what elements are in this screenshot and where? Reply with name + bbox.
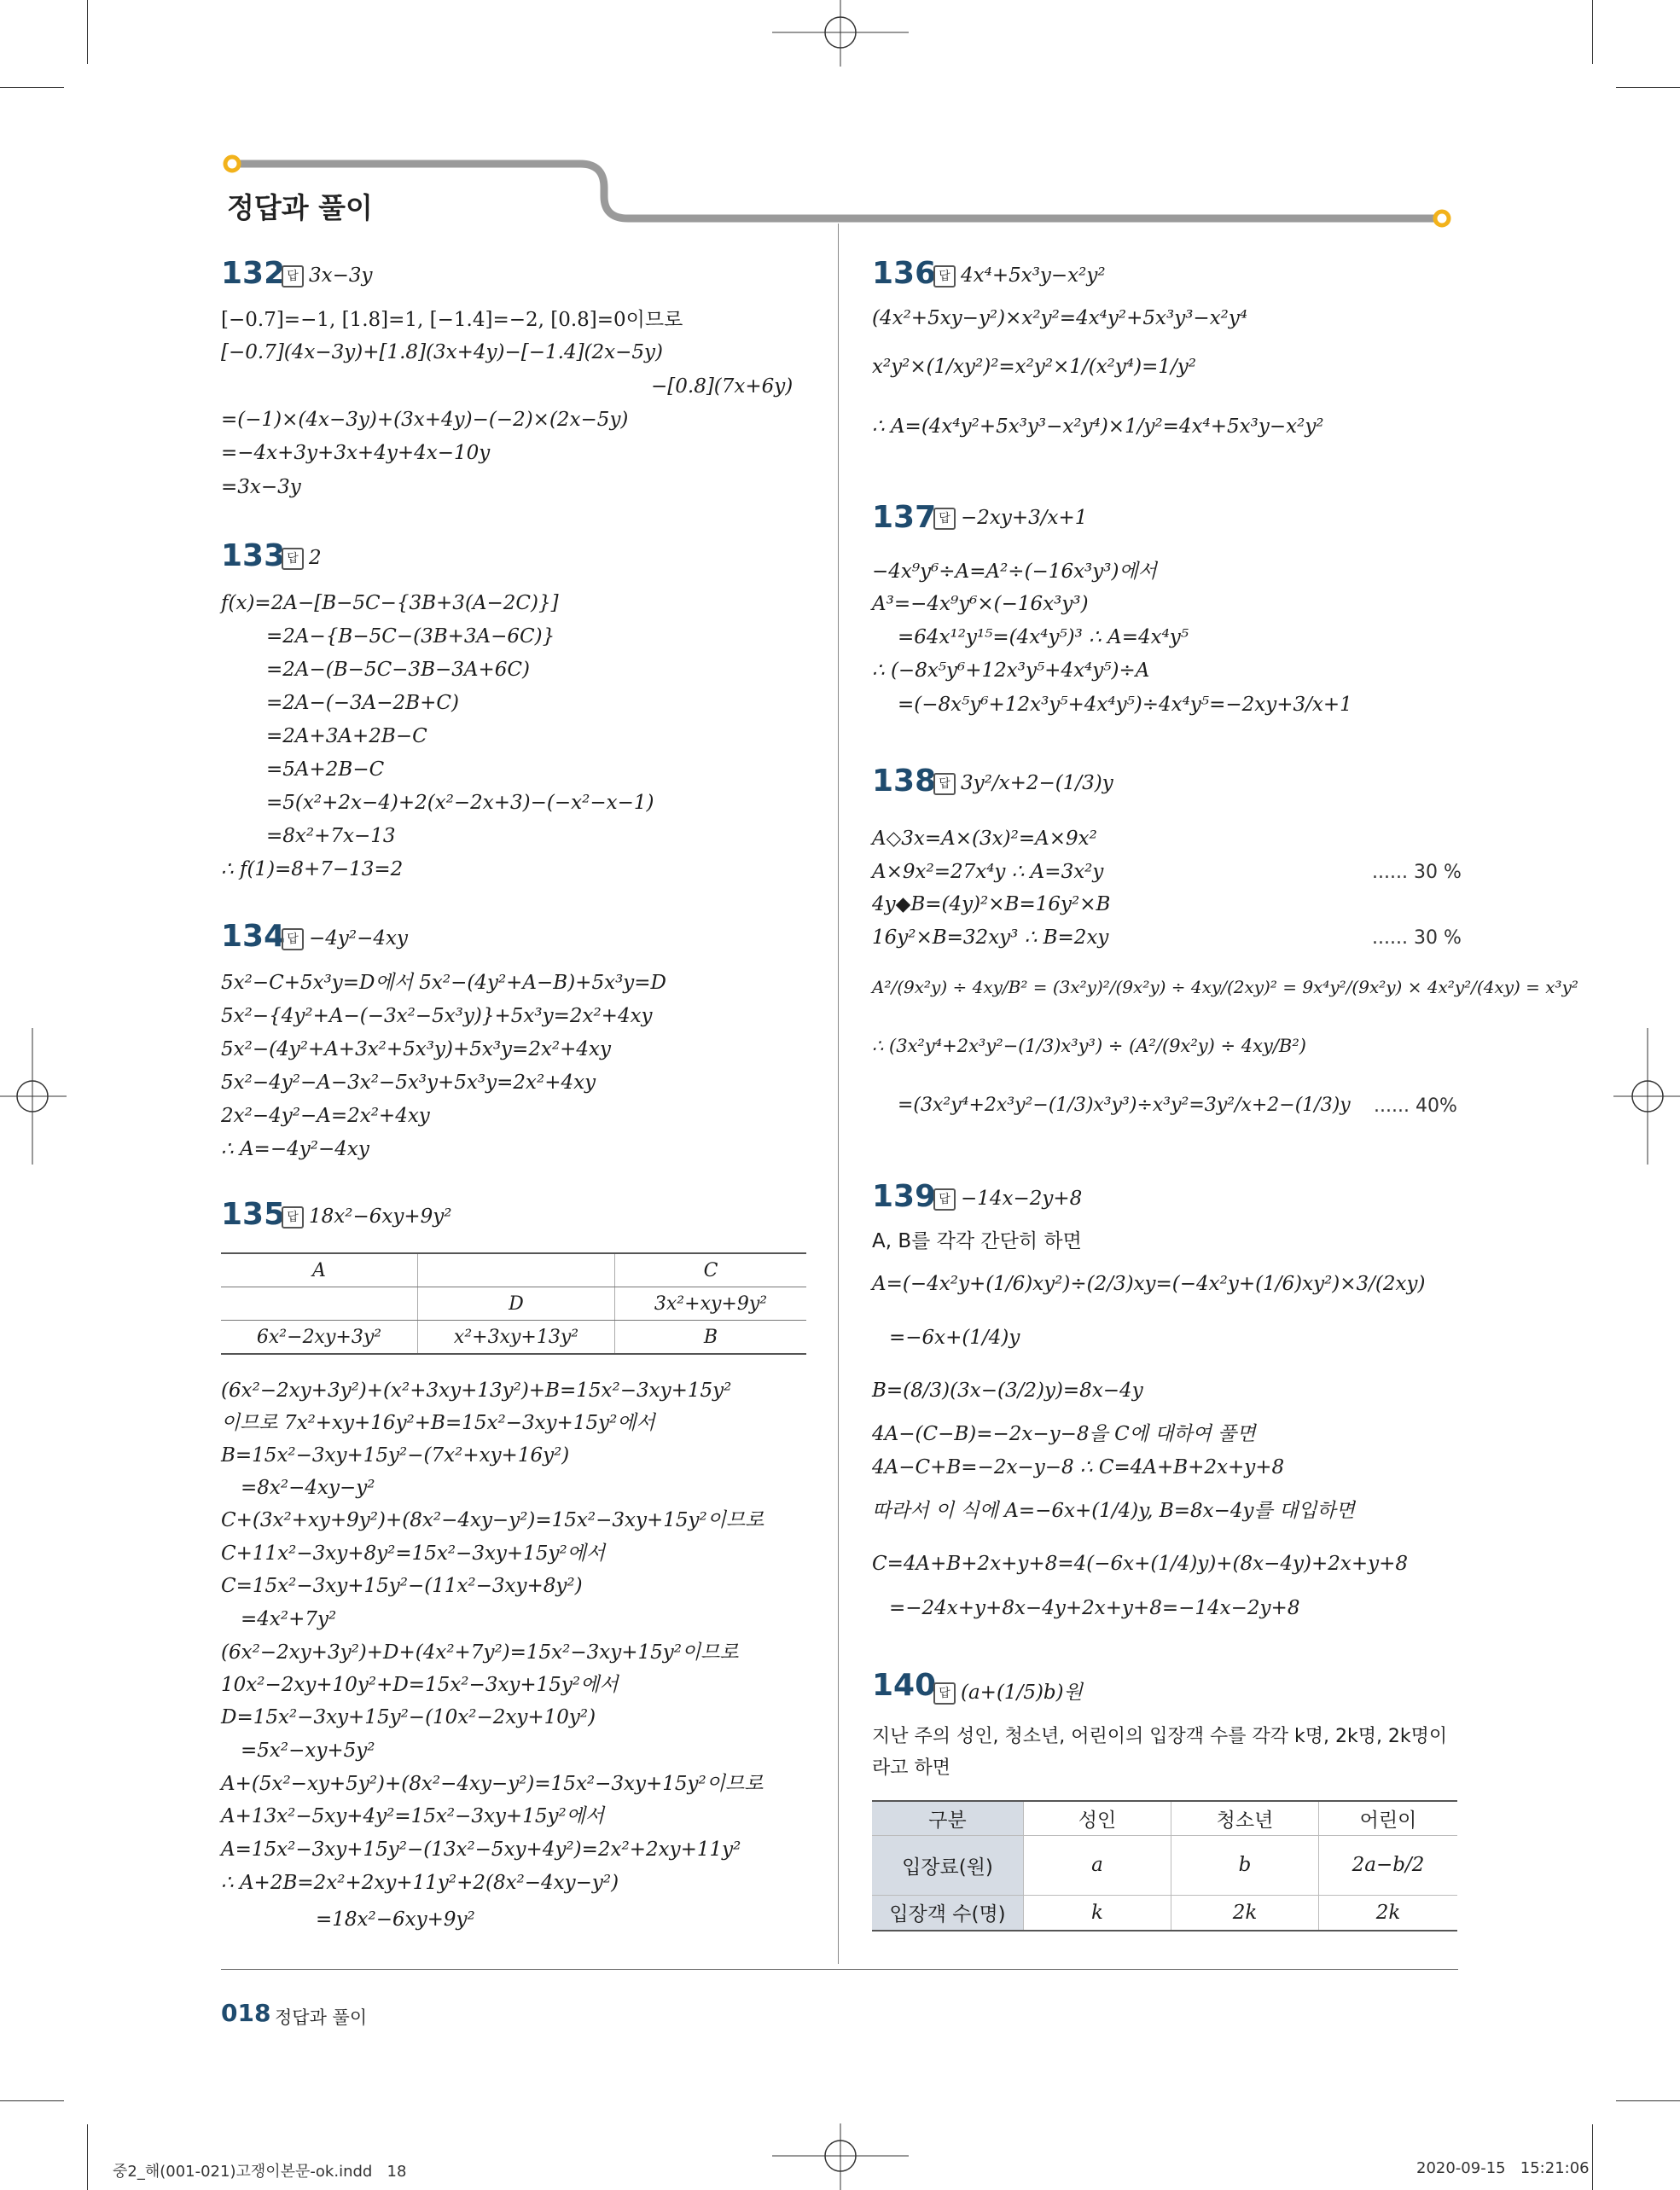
solution-line: 라고 하면 — [872, 1757, 951, 1779]
table-cell — [221, 1287, 418, 1321]
table-cell: b — [1171, 1835, 1319, 1895]
solution-line: ∴ A=(4x⁴y²+5x³y³−x²y⁴)×1/y²=4x⁴+5x³y−x²y² — [872, 415, 1324, 438]
solution-line: =−24x+y+8x−4y+2x+y+8=−14x−2y+8 — [889, 1597, 1300, 1619]
solution-line: =5A+2B−C — [266, 758, 385, 781]
solution-line: =2A−{B−5C−(3B+3A−6C)} — [266, 625, 555, 648]
answer-icon: 답 — [282, 548, 304, 570]
table-cell: 2a−b/2 — [1319, 1835, 1458, 1895]
answer-132: 답 3x−3y — [282, 264, 373, 288]
table-cell: D — [418, 1287, 615, 1321]
solution-line: =18x²−6xy+9y² — [316, 1908, 475, 1931]
solution-line: ∴ A+2B=2x²+2xy+11y²+2(8x²−4xy−y²) — [221, 1872, 619, 1894]
table-cell: 2k — [1319, 1895, 1458, 1931]
solution-line: =2A−(−3A−2B+C) — [266, 692, 459, 714]
table-cell: 3x²+xy+9y² — [615, 1287, 807, 1321]
solution-line: A, B를 각각 간단히 하면 — [872, 1230, 1082, 1252]
table-cell: 2k — [1171, 1895, 1319, 1931]
solution-line: 4A−C+B=−2x−y−8 ∴ C=4A+B+2x+y+8 — [872, 1456, 1285, 1478]
answer-icon: 답 — [933, 773, 956, 795]
solution-line: =8x²−4xy−y² — [241, 1477, 375, 1499]
solution-line: 16y²×B=32xy³ ∴ B=2xy — [872, 927, 1109, 949]
answer-139: 답 −14x−2y+8 — [933, 1188, 1082, 1211]
solution-line: =5(x²+2x−4)+2(x²−2x+3)−(−x²−x−1) — [266, 792, 654, 814]
slug-date: 2020-09-15 15:21:06 — [1416, 2159, 1590, 2177]
registration-mark-right — [1612, 1028, 1680, 1165]
page-label: 정답과 풀이 — [275, 2007, 368, 2028]
problem-number-139: 139 — [872, 1179, 937, 1214]
solution-line: C+(3x²+xy+9y²)+(8x²−4xy−y²)=15x²−3xy+15y²이므로 — [221, 1509, 764, 1531]
solution-line: 5x²−4y²−A−3x²−5x³y+5x³y=2x²+4xy — [221, 1072, 596, 1094]
solution-line: 4A−(C−B)=−2x−y−8을 C에 대하여 풀면 — [872, 1423, 1256, 1445]
solution-line: 5x²−{4y²+A−(−3x²−5x³y)}+5x³y=2x²+4xy — [221, 1005, 653, 1027]
solution-line: =−6x+(1/4)y — [889, 1327, 1020, 1349]
solution-line: ∴ (3x²y⁴+2x³y²−(1/3)x³y³) ÷ (A²/(9x²y) ÷ 4xy/B²) — [872, 1036, 1306, 1056]
solution-line: A+(5x²−xy+5y²)+(8x²−4xy−y²)=15x²−3xy+15y²이므로 — [221, 1773, 764, 1795]
score-percent: ...... 30 % — [1372, 927, 1462, 949]
answer-icon: 답 — [282, 928, 304, 950]
solution-line: ∴ A=−4y²−4xy — [221, 1138, 369, 1160]
page-title: 정답과 풀이 — [227, 191, 373, 224]
solution-line: B=15x²−3xy+15y²−(7x²+xy+16y²) — [221, 1444, 570, 1467]
solution-line: 10x²−2xy+10y²+D=15x²−3xy+15y²에서 — [221, 1674, 619, 1696]
answer-138: 답 3y²/x+2−(1/3)y — [933, 772, 1113, 795]
solution-line: ∴ f(1)=8+7−13=2 — [221, 858, 404, 880]
answer-133: 답 2 — [282, 547, 322, 570]
solution-line: −[0.8](7x+6y) — [651, 375, 793, 398]
registration-mark-left — [0, 1028, 68, 1165]
table-cell — [418, 1253, 615, 1287]
solution-line: =−4x+3y+3x+4y+4x−10y — [221, 442, 491, 464]
solution-line: =2A+3A+2B−C — [266, 725, 427, 747]
table-header: 구분 — [872, 1801, 1024, 1835]
solution-line: A=15x²−3xy+15y²−(13x²−5xy+4y²)=2x²+2xy+11y² — [221, 1839, 741, 1861]
admission-table-140 — [872, 1800, 1457, 1931]
problem-number-134: 134 — [221, 919, 286, 954]
table-cell: 입장료(원) — [872, 1835, 1024, 1895]
solution-line: 지난 주의 성인, 청소년, 어린이의 입장객 수를 각각 k명, 2k명, 2k명이 — [872, 1726, 1448, 1747]
table-cell: k — [1024, 1895, 1171, 1931]
solution-line: C=15x²−3xy+15y²−(11x²−3xy+8y²) — [221, 1575, 583, 1597]
table-header: 어린이 — [1319, 1801, 1458, 1835]
table-cell: A — [221, 1253, 418, 1287]
table-cell: 입장객 수(명) — [872, 1895, 1024, 1931]
solution-line: A◇3x=A×(3x)²=A×9x² — [872, 828, 1097, 850]
answer-icon: 답 — [282, 265, 304, 288]
table-cell: a — [1024, 1835, 1171, 1895]
solution-line: f(x)=2A−[B−5C−{3B+3(A−2C)}] — [221, 592, 559, 614]
answer-135: 답 18x²−6xy+9y² — [282, 1205, 451, 1229]
table-cell: x²+3xy+13y² — [418, 1321, 615, 1355]
solution-line: =(−1)×(4x−3y)+(3x+4y)−(−2)×(2x−5y) — [221, 409, 629, 431]
solution-line: =3x−3y — [221, 476, 301, 498]
problem-number-133: 133 — [221, 538, 286, 573]
solution-line: A³=−4x⁹y⁶×(−16x³y³) — [872, 593, 1089, 615]
solution-line: x²y²×(1/xy²)²=x²y²×1/(x²y⁴)=1/y² — [872, 356, 1196, 378]
problem-number-135: 135 — [221, 1197, 286, 1232]
solution-line: D=15x²−3xy+15y²−(10x²−2xy+10y²) — [221, 1706, 596, 1728]
problem-number-137: 137 — [872, 500, 937, 535]
problem-number-138: 138 — [872, 764, 937, 799]
answer-140: 답 (a+(1/5)b)원 — [933, 1676, 1083, 1705]
solution-line: C+11x²−3xy+8y²=15x²−3xy+15y²에서 — [221, 1542, 606, 1565]
solution-line: =(3x²y⁴+2x³y²−(1/3)x³y³)÷x³y²=3y²/x+2−(1/3)y — [898, 1095, 1351, 1116]
answer-icon: 답 — [933, 508, 956, 530]
problem-number-140: 140 — [872, 1668, 937, 1703]
solution-line: 이므로 7x²+xy+16y²+B=15x²−3xy+15y²에서 — [221, 1412, 655, 1434]
header-tab-frame — [213, 147, 1459, 232]
solution-line: 4y◆B=(4y)²×B=16y²×B — [872, 893, 1111, 915]
solution-line: (6x²−2xy+3y²)+(x²+3xy+13y²)+B=15x²−3xy+15y² — [221, 1380, 732, 1402]
problem-number-136: 136 — [872, 256, 937, 291]
slug-file: 중2_해(001-021)고쟁이본문-ok.indd 18 — [113, 2163, 407, 2181]
solution-line: =5x²−xy+5y² — [241, 1740, 375, 1762]
solution-line: =(−8x⁵y⁶+12x³y⁵+4x⁴y⁵)÷4x⁴y⁵=−2xy+3/x+1 — [898, 694, 1352, 716]
solution-line: A×9x²=27x⁴y ∴ A=3x²y — [872, 861, 1104, 883]
solution-line: A=(−4x²y+(1/6)xy²)÷(2/3)xy=(−4x²y+(1/6)xy²)×3/(2xy) — [872, 1273, 1426, 1295]
solution-line: −4x⁹y⁶÷A=A²÷(−16x³y³)에서 — [872, 561, 1157, 583]
solution-line: ∴ (−8x⁵y⁶+12x³y⁵+4x⁴y⁵)÷A — [872, 659, 1150, 682]
solution-line: 2x²−4y²−A=2x²+4xy — [221, 1105, 430, 1127]
answer-icon: 답 — [933, 265, 956, 288]
answer-icon: 답 — [282, 1206, 304, 1229]
table-cell: 6x²−2xy+3y² — [221, 1321, 418, 1355]
solution-line: A²/(9x²y) ÷ 4xy/B² = (3x²y)²/(9x²y) ÷ 4xy/(2xy)² = 9x⁴y²/(9x²y) × 4x²y²/(4xy) = x³y² — [872, 977, 1578, 997]
solution-line: =64x¹²y¹⁵=(4x⁴y⁵)³ ∴ A=4x⁴y⁵ — [898, 626, 1189, 648]
answer-134: 답 −4y²−4xy — [282, 927, 408, 950]
answer-icon: 답 — [933, 1188, 956, 1211]
registration-mark-bottom — [772, 2122, 909, 2190]
solution-line: (4x²+5xy−y²)×x²y²=4x⁴y²+5x³y³−x²y⁴ — [872, 307, 1248, 329]
solution-line: [−0.7]=−1, [1.8]=1, [−1.4]=−2, [0.8]=0이므로 — [221, 309, 683, 331]
solution-line: [−0.7](4x−3y)+[1.8](3x+4y)−[−1.4](2x−5y) — [221, 341, 664, 363]
solution-line: 5x²−(4y²+A+3x²+5x³y)+5x³y=2x²+4xy — [221, 1038, 612, 1060]
footer-rule — [221, 1969, 1458, 1970]
solution-line: 따라서 이 식에 A=−6x+(1/4)y, B=8x−4y를 대입하면 — [872, 1500, 1355, 1522]
solution-line: (6x²−2xy+3y²)+D+(4x²+7y²)=15x²−3xy+15y²이므로 — [221, 1641, 739, 1664]
answer-icon: 답 — [933, 1682, 956, 1705]
table-header: 청소년 — [1171, 1801, 1319, 1835]
solution-line: C=4A+B+2x+y+8=4(−6x+(1/4)y)+(8x−4y)+2x+y+8 — [872, 1553, 1409, 1575]
column-divider — [838, 224, 839, 1964]
answer-136: 답 4x⁴+5x³y−x²y² — [933, 264, 1106, 288]
page-number: 018 — [221, 1999, 271, 2027]
solution-line: =4x²+7y² — [241, 1608, 337, 1630]
solution-line: =8x²+7x−13 — [266, 825, 396, 847]
solution-line: A+13x²−5xy+4y²=15x²−3xy+15y²에서 — [221, 1805, 605, 1827]
table-header: 성인 — [1024, 1801, 1171, 1835]
solution-line: 5x²−C+5x³y=D에서 5x²−(4y²+A−B)+5x³y=D — [221, 972, 666, 994]
answer-137: 답 −2xy+3/x+1 — [933, 507, 1087, 530]
registration-mark-top — [772, 0, 909, 68]
score-percent: ...... 40% — [1374, 1095, 1457, 1117]
table-cell: B — [615, 1321, 807, 1355]
solution-line: B=(8/3)(3x−(3/2)y)=8x−4y — [872, 1380, 1143, 1402]
magic-table-135 — [221, 1252, 806, 1355]
score-percent: ...... 30 % — [1372, 862, 1462, 883]
problem-number-132: 132 — [221, 256, 286, 291]
table-cell: C — [615, 1253, 807, 1287]
solution-line: =2A−(B−5C−3B−3A+6C) — [266, 659, 530, 681]
